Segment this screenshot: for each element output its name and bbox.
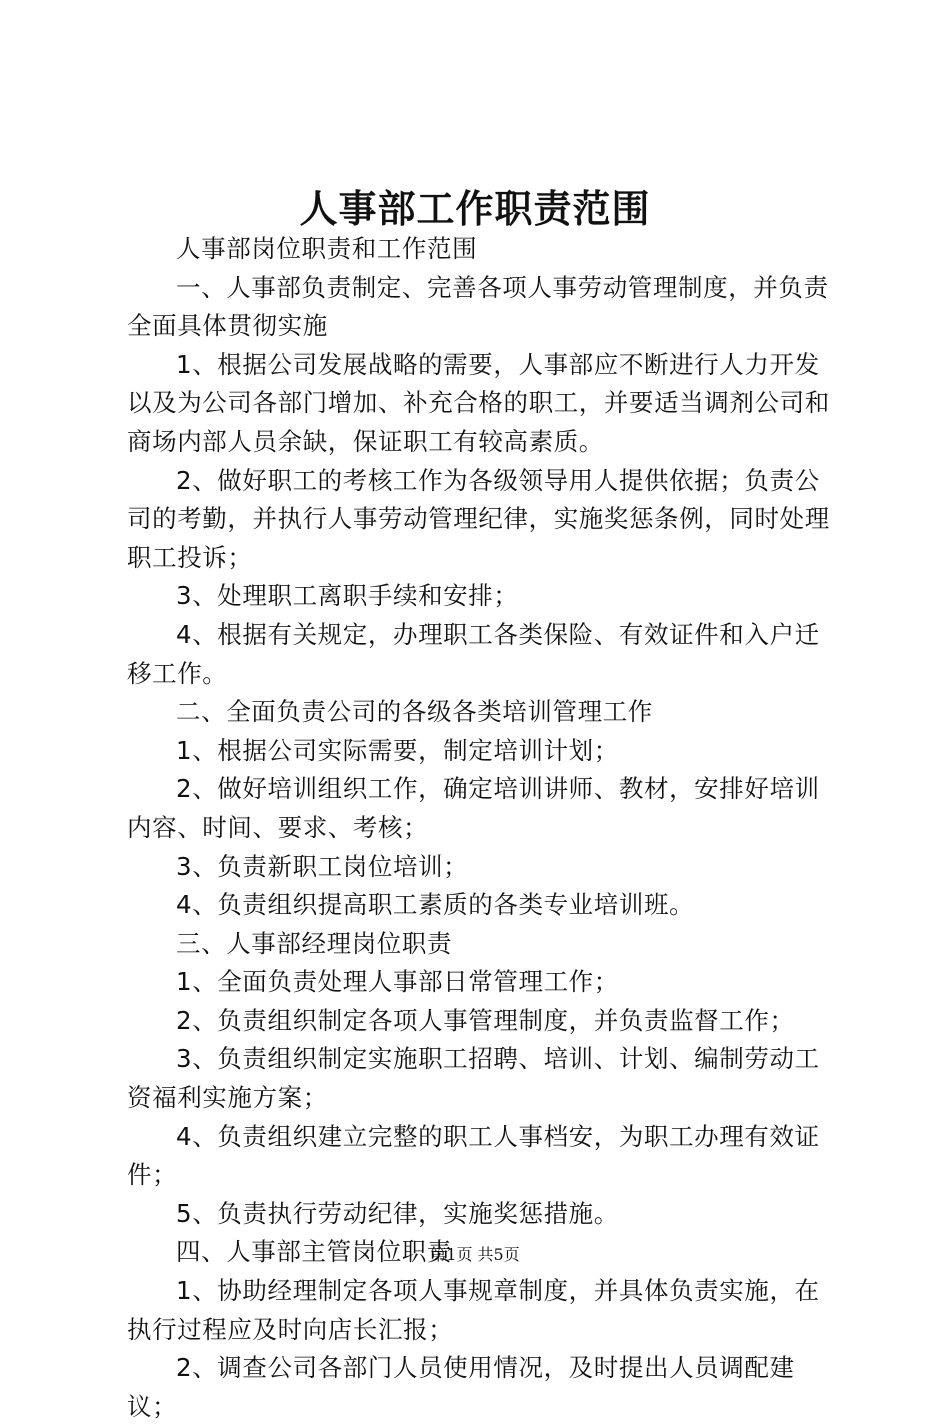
section-3-item-5: 5、负责执行劳动纪律，实施奖惩措施。 bbox=[176, 1198, 619, 1228]
section-1-item-4: 4、根据有关规定，办理职工各类保险、有效证件和入户迁移工作。 bbox=[127, 619, 820, 688]
section-1-heading: 一、人事部负责制定、完善各项人事劳动管理制度，并负责全面具体贯彻实施 bbox=[127, 272, 829, 341]
section-1-item-2: 2、做好职工的考核工作为各级领导用人提供依据；负责公司的考勤，并执行人事劳动管理纪律，实施奖惩条例，同时处理职工投诉； bbox=[127, 465, 830, 572]
section-3-item-1: 1、全面负责处理人事部日常管理工作； bbox=[176, 967, 619, 997]
section-2-item-1: 1、根据公司实际需要，制定培训计划； bbox=[176, 735, 619, 765]
section-4-item-2: 2、调查公司各部门人员使用情况，及时提出人员调配建议； bbox=[127, 1353, 795, 1421]
page-footer: 第1页 共5页 bbox=[430, 1245, 520, 1264]
section-3-item-4: 4、负责组织建立完整的职工人事档安，为职工办理有效证件； bbox=[127, 1121, 820, 1190]
section-2-item-4: 4、负责组织提高职工素质的各类专业培训班。 bbox=[176, 890, 695, 920]
section-4-heading: 四、人事部主管岗位职责 bbox=[176, 1237, 453, 1267]
section-1-item-3: 3、处理职工离职手续和安排； bbox=[176, 581, 519, 611]
section-1-item-1: 1、根据公司发展战略的需要，人事部应不断进行人力开发以及为公司各部门增加、补充合格的职工，并要适当调剂公司和商场内部人员余缺，保证职工有较高素质。 bbox=[127, 349, 830, 456]
document-title: 人事部工作职责范围 bbox=[299, 186, 651, 231]
section-3-item-2: 2、负责组织制定各项人事管理制度，并负责监督工作； bbox=[176, 1005, 795, 1035]
paragraph-heading: 人事部岗位职责和工作范围 bbox=[176, 234, 478, 263]
section-2-item-3: 3、负责新职工岗位培训； bbox=[176, 851, 469, 881]
section-2-item-2: 2、做好培训组织工作，确定培训讲师、教材，安排好培训内容、时间、要求、考核； bbox=[127, 774, 820, 842]
section-2-heading: 二、全面负责公司的各级各类培训管理工作 bbox=[176, 697, 653, 727]
section-4-item-1: 1、协助经理制定各项人事规章制度，并具体负责实施，在执行过程应及时向店长汇报； bbox=[127, 1276, 820, 1344]
section-3-item-3: 3、负责组织制定实施职工招聘、培训、计划、编制劳动工资福利实施方案； bbox=[127, 1044, 820, 1113]
section-3-heading: 三、人事部经理岗位职责 bbox=[176, 928, 453, 958]
